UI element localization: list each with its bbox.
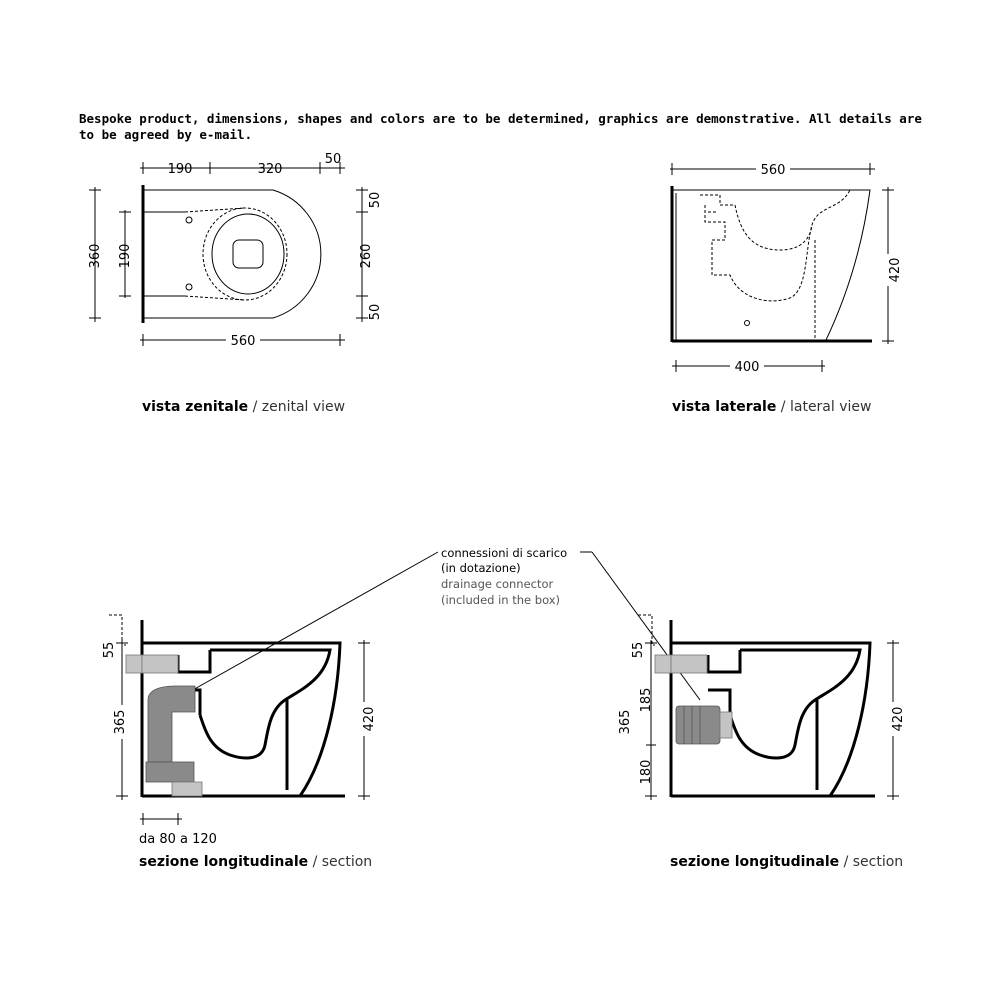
- section-left-inlet-pipe: [126, 655, 142, 673]
- dim-section-left-420: 420: [362, 706, 377, 732]
- dim-top-320: 320: [257, 162, 283, 177]
- section-left-trap: [200, 650, 330, 758]
- top-view: [88, 152, 383, 415]
- side-view-bowl: [700, 190, 850, 250]
- callout-leader-left: [175, 552, 438, 700]
- top-view-drain: [233, 240, 263, 268]
- dim-section-right-180: 180: [639, 759, 654, 785]
- drainage-callout: [175, 546, 700, 700]
- section-left-drain-connector: [148, 686, 195, 762]
- dim-section-right-55: 55: [631, 641, 646, 659]
- dim-section-left-offset: da 80 a 120: [139, 832, 217, 847]
- dim-side-400: 400: [734, 360, 760, 375]
- disclaimer-line-1: Bespoke product, dimensions, shapes and colors are to be determined, graphics are demonstrative. All details are: [79, 111, 922, 126]
- top-view-caption: vista zenitale / zenital view: [142, 399, 346, 415]
- disclaimer-line-2: to be agreed by e-mail.: [79, 127, 253, 142]
- section-right-drain-connector: [676, 706, 720, 744]
- section-right: [617, 615, 907, 870]
- dim-top-190: 190: [167, 162, 193, 177]
- dim-left-190: 190: [118, 243, 133, 269]
- dim-left-360: 360: [88, 243, 103, 269]
- dim-section-right-365: 365: [618, 709, 633, 735]
- dim-side-560: 560: [760, 163, 786, 178]
- side-view: [670, 160, 903, 415]
- section-left-caption: sezione longitudinale / section: [139, 854, 373, 870]
- dim-section-left-55: 55: [102, 641, 117, 659]
- dim-section-left-365: 365: [113, 709, 128, 735]
- callout-leader-right: [592, 552, 700, 700]
- dim-top-50: 50: [324, 152, 342, 167]
- callout-line-2: (in dotazione): [441, 561, 521, 575]
- top-view-fixing-hole: [186, 284, 192, 290]
- callout-line-1: connessioni di scarico: [441, 546, 568, 560]
- dim-right-50-top: 50: [368, 191, 383, 209]
- side-view-caption: vista laterale / lateral view: [672, 399, 872, 415]
- top-view-bowl-rim: [203, 208, 287, 300]
- top-view-fixing-hole: [186, 217, 192, 223]
- callout-line-3: drainage connector: [441, 577, 554, 591]
- callout-line-4: (included in the box): [441, 593, 561, 607]
- dim-side-420: 420: [888, 257, 903, 283]
- section-right-trap: [730, 650, 860, 758]
- side-view-outline: [672, 190, 870, 340]
- section-right-caption: sezione longitudinale / section: [670, 854, 904, 870]
- dim-section-right-185: 185: [639, 687, 654, 713]
- dim-right-50-bottom: 50: [368, 303, 383, 321]
- dim-section-right-420: 420: [891, 706, 906, 732]
- dim-bottom-560: 560: [230, 334, 256, 349]
- dim-right-260: 260: [359, 243, 374, 269]
- section-right-inlet-pipe: [655, 655, 671, 673]
- section-left: [102, 615, 378, 870]
